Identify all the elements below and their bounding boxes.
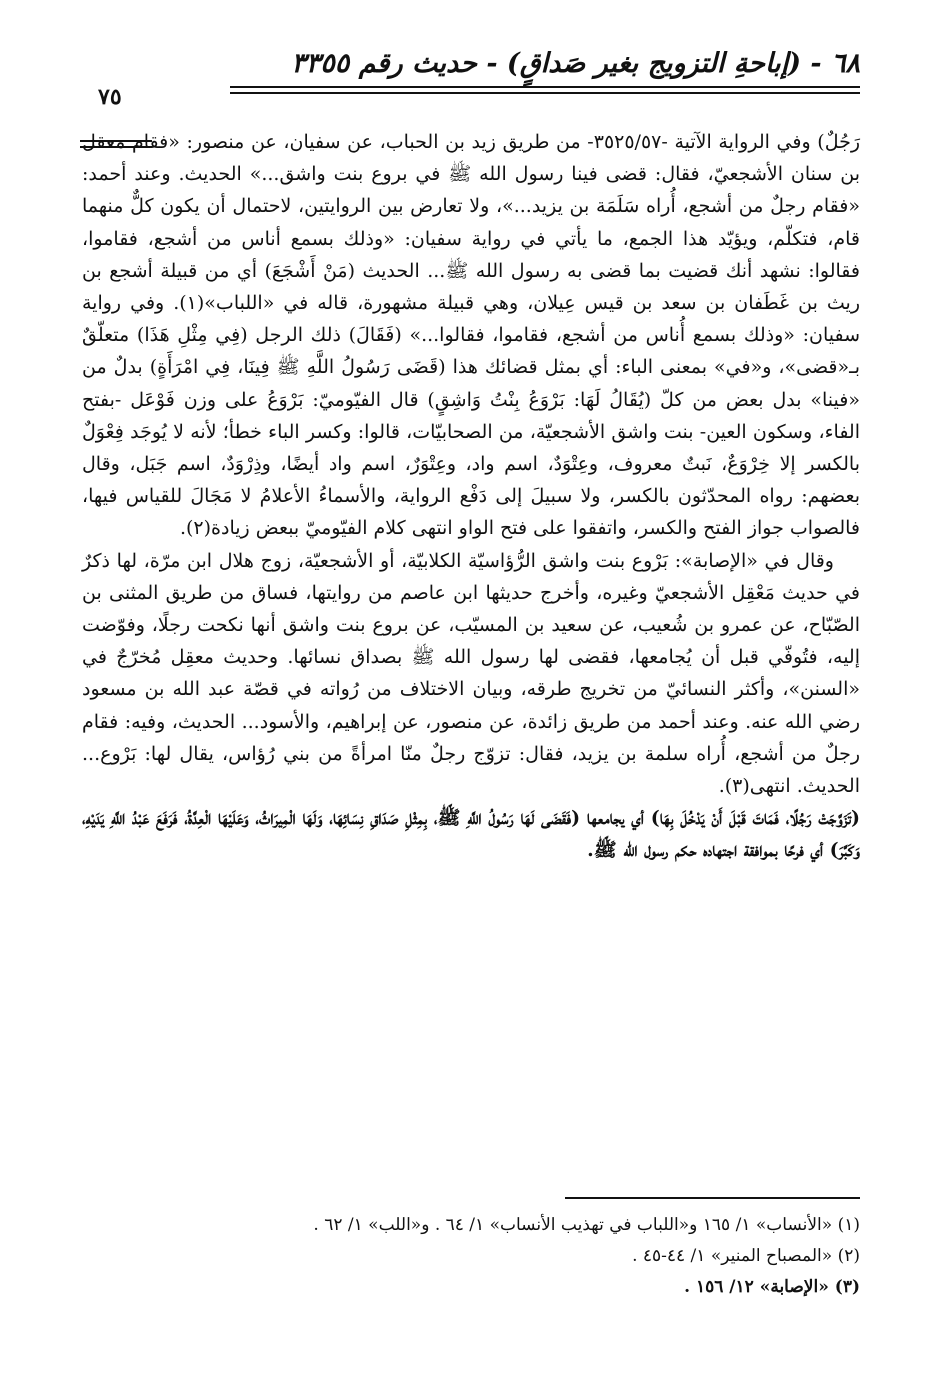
header-rule	[230, 86, 860, 94]
footnotes	[82, 1210, 860, 1303]
running-header	[80, 48, 860, 104]
main-text	[82, 126, 860, 867]
footnote-divider	[565, 1197, 860, 1199]
footnote-3: (٣) «الإصابة» ١٢/ ١٥٦ .	[684, 1277, 860, 1297]
paragraph-3: (تَزَوَّجَتْ رَجُلًا، فَمَاتَ قَبْلَ أَنْ يَدْخُلَ بِهَا) أي يجامعها (فَقَضَى لَهَا رَسُولُ اللَّهِ ﷺ، بِمِثْلِ صَدَاقِ نِسَائِهَا، وَلَهَا الْمِيرَاثُ، وَعَلَيْهَا الْعِدَّةُ، فَرَفَعَ عَبْدُ اللَّهِ يَدَيْهِ، وَكَبَّرَ) أي فرحًا بموافقة اجتهاده حكم رسول الله ﷺ.	[82, 807, 860, 862]
paragraph-1: رَجُلٌ) وفي الرواية الآتية -٣٥٢٥/٥٧- من طريق زيد بن الحباب، عن سفيان، عن منصور: «فقام معقل بن سنان الأشجعيّ، فقال: قضى فينا رسول الله ﷺ في بروع بنت واشق...» الحديث. وعند أحمد: «فقام رجلٌ من أشجع، أُراه سَلَمَة بن يزيد...»، ولا تعارض بين الروايتين، لاحتمال أن يكون كلٌّ منهما قام، فتكلّم، ويؤيّد هذا الجمع، ما يأتي في رواية سفيان: «وذلك بسمع أناس من أشجع، فقاموا، فقالوا: نشهد أنك قضيت بما قضى به رسول الله ﷺ... الحديث (مَنْ أَشْجَعَ) أي من قبيلة أشجع بن ريث بن غَطَفان بن سعد بن قيس عِيلان، وهي قبيلة مشهورة، قاله في «اللباب»(١). وفي رواية سفيان: «وذلك بسمع أُناس من أشجع، فقاموا، فقالوا...» (فَقَالَ) ذلك الرجل (فِي مِثْلِ هَذَا) متعلّقٌ بـ«قضى»، و«في» بمعنى الباء: أي بمثل قضائك هذا (قَضَى رَسُولُ اللَّهِ ﷺ فِينَا، فِي امْرَأَةٍ) بدلٌ من «فينا» بدل بعض من كلّ (يُقَالُ لَهَا: بَرْوَعُ بِنْتُ وَاشِقٍ) قال الفيّوميّ: بَرْوَعُ على وزن فَوْعَل -بفتح الفاء، وسكون العين- بنت واشق الأشجعيّة، من الصحابيّات، قالوا: وكسر الباء خطأ؛ لأنه لا يُوجَد فِعْوَلٌ بالكسر إلا خِرْوَعٌ، نَبتٌ معروف، وعِتْوَدٌ، اسم واد، وعِتْوَرٌ، اسم واد أيضًا، وذِرْوَدٌ، اسم جَبَل، وقال بعضهم: رواه المحدّثون بالكسر، ولا سبيلَ إلى دَفْع الرواية، والأسماءُ الأعلامُ لا مَجَالَ للقياس فيها، فالصواب جواز الفتح والكسر، واتفقوا على فتح الواو انتهى كلام الفيّوميّ ببعض زيادة(٢).	[82, 131, 861, 540]
footnote-1: (١) «الأنساب» ١/ ١٦٥ و«اللباب في تهذيب الأنساب» ١/ ٦٤ . و«اللب» ١/ ٦٢ .	[313, 1215, 860, 1235]
paragraph-2: وقال في «الإصابة»: بَرْوع بنت واشق الرُّؤاسيّة الكلابيّة، أو الأشجعيّة، زوج هلال ابن مرّة، لها ذكرٌ في حديث مَعْقِل الأشجعيّ وغيره، وأخرج حديثها ابن عاصم من روايتها، فساق من طريق المثنى بن الصّبّاح، عن عمرو بن شُعيب، عن سعيد بن المسيّب، عن بروع بنت واشق أنها نكحت رجلًا، وفوّضت إليه، فتُوفّي قبل أن يُجامعها، فقضى لها رسول الله ﷺ بصداق نسائها. وحديث معقِل مُخرّجٌ في «السنن»، وأكثر النسائيّ من تخريج طرقه، وبيان الاختلاف من رُواته في قصّة عبد الله بن مسعود رضي الله عنه. وعند أحمد من طريق زائدة، عن منصور، عن إبراهيم، والأسود... الحديث، وفيه: فقام رجلٌ من أشجع، أُراه سلمة بن يزيد، فقال: تزوّج رجلٌ منّا امرأةً من بني رُؤاس، يقال لها: بَرْوع... الحديث. انتهى(٣).	[82, 549, 860, 798]
folio-number: ٧٥	[98, 84, 122, 110]
header-title: ٦٨ - (إباحةِ التزويج بغير صَداقٍ) - حديث رقم ٣٣٥٥	[291, 48, 860, 79]
footnote-2: (٢) «المصباح المنير» ١/ ٤٤-٤٥ .	[632, 1246, 860, 1266]
